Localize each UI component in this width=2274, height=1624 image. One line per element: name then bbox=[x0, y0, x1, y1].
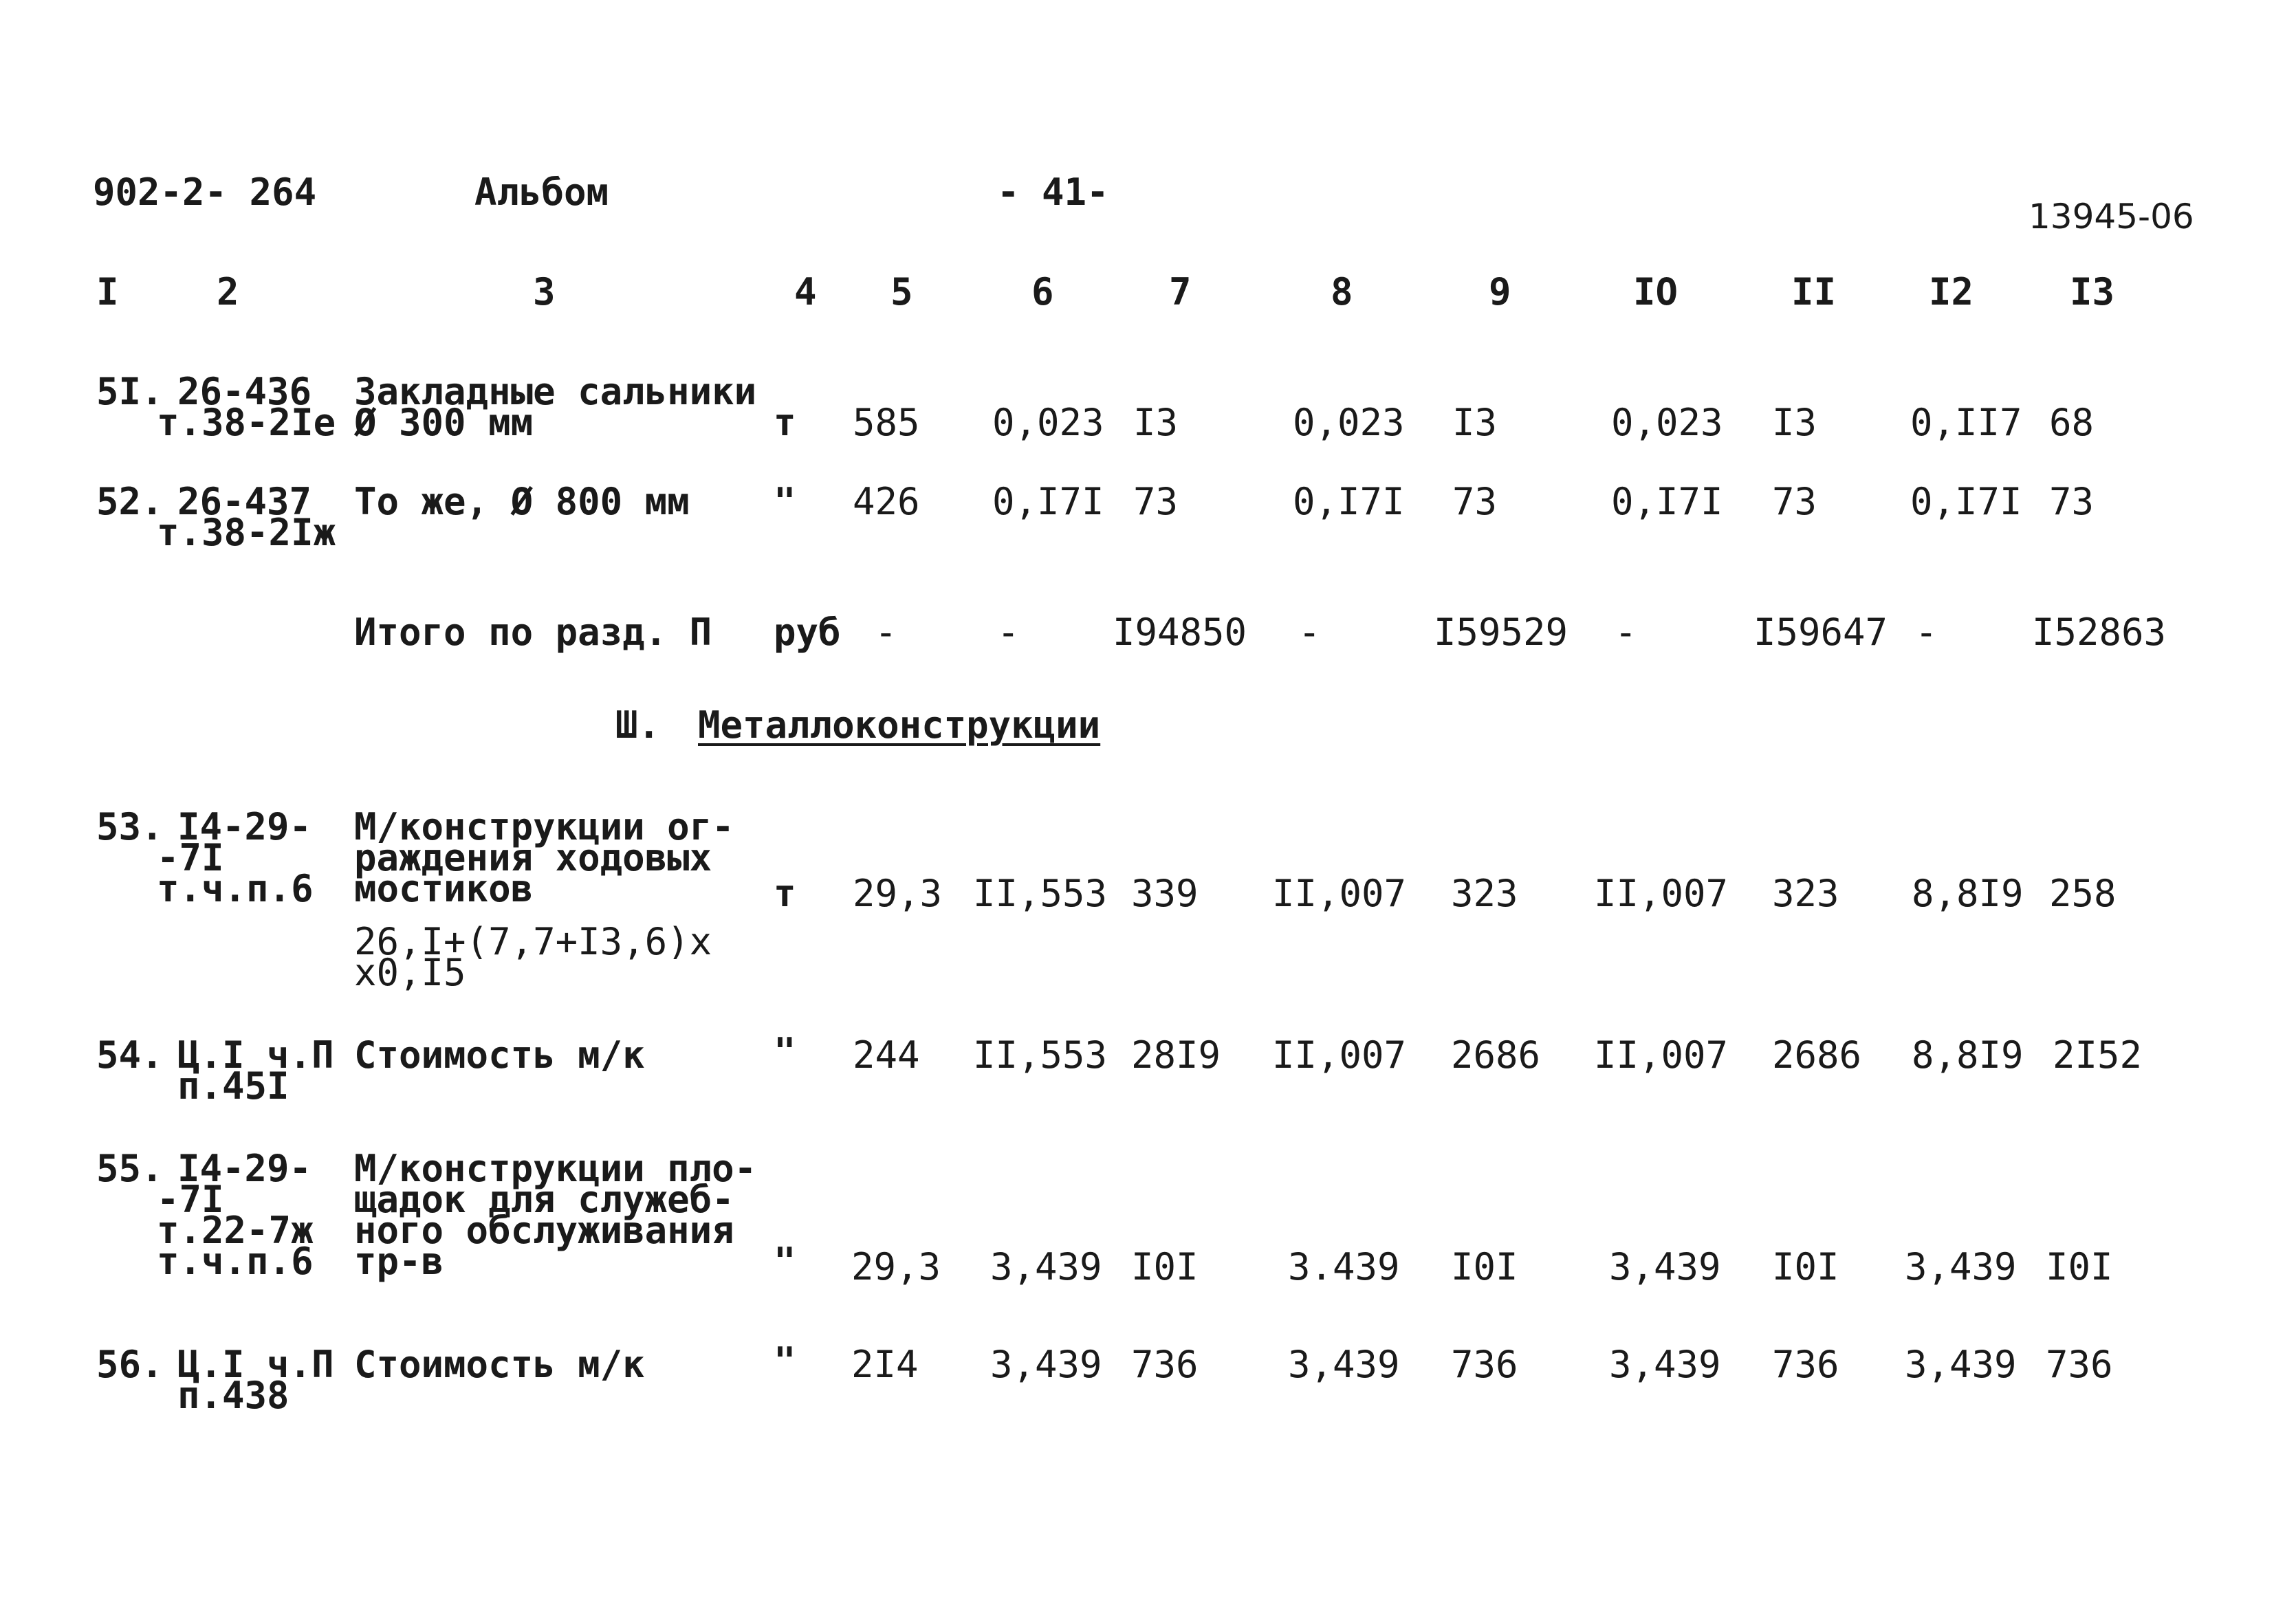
row-name-line: М/конструкции ог- bbox=[354, 805, 734, 848]
cell-col5: 244 bbox=[853, 1033, 920, 1077]
row-code-line: п.45I bbox=[177, 1064, 289, 1108]
cell-col11: 2686 bbox=[1772, 1033, 1862, 1077]
cell-col9: 2686 bbox=[1451, 1033, 1541, 1077]
total-col7: I94850 bbox=[1113, 611, 1247, 654]
document-code: 902-2- 264 bbox=[93, 171, 317, 214]
row-name-line: щадок для служеб- bbox=[354, 1178, 734, 1221]
row-name-line: Стоимость м/к bbox=[354, 1343, 645, 1386]
total-col10: - bbox=[1615, 611, 1637, 654]
row-number: 53. bbox=[96, 805, 164, 848]
cell-col12: 8,8I9 bbox=[1912, 1033, 2024, 1077]
row-unit: т bbox=[774, 872, 796, 915]
cell-col8: II,007 bbox=[1272, 1033, 1407, 1077]
cell-col6: 0,I7I bbox=[992, 480, 1104, 523]
cell-col10: 3,439 bbox=[1609, 1245, 1721, 1288]
cell-col7: 28I9 bbox=[1131, 1033, 1221, 1077]
cell-col5: 29,3 bbox=[851, 1245, 941, 1288]
cell-col8: II,007 bbox=[1272, 872, 1407, 915]
cell-col8: 0,023 bbox=[1293, 401, 1405, 444]
row-code-line: т.ч.п.6 bbox=[157, 1240, 314, 1283]
cell-col13: 68 bbox=[2049, 401, 2095, 444]
cell-col11: I0I bbox=[1772, 1245, 1839, 1288]
cell-col7: 339 bbox=[1131, 872, 1199, 915]
row-name-line: раждения ходовых bbox=[354, 836, 712, 879]
total-col12: - bbox=[1915, 611, 1938, 654]
col-number-4: 4 bbox=[794, 270, 817, 314]
cell-col13: 73 bbox=[2049, 480, 2095, 523]
row-name-line: мостиков bbox=[354, 867, 534, 910]
col-number-1: I bbox=[96, 270, 119, 314]
cell-col10: II,007 bbox=[1594, 872, 1729, 915]
row-formula-line: х0,I5 bbox=[354, 951, 466, 994]
album-label: Альбом bbox=[474, 171, 609, 214]
col-number-6: 6 bbox=[1031, 270, 1054, 314]
row-code-line: т.38-2Iж bbox=[157, 511, 336, 554]
cell-col11: 73 bbox=[1772, 480, 1817, 523]
cell-col12: 3,439 bbox=[1905, 1245, 2017, 1288]
cell-col10: 3,439 bbox=[1609, 1343, 1721, 1386]
row-name-line: тр-в bbox=[354, 1240, 444, 1283]
cell-col12: 3,439 bbox=[1905, 1343, 2017, 1386]
row-unit: " bbox=[774, 1030, 796, 1073]
row-number: 56. bbox=[96, 1343, 164, 1386]
cell-col5: 2I4 bbox=[851, 1343, 919, 1386]
row-code-line: 26-436 bbox=[177, 370, 312, 413]
row-code-line: т.ч.п.6 bbox=[157, 867, 314, 910]
row-code-line: Ц.I ч.П bbox=[177, 1033, 334, 1077]
row-unit: " bbox=[774, 1339, 796, 1383]
cell-col6: II,553 bbox=[973, 872, 1108, 915]
cell-col10: II,007 bbox=[1594, 1033, 1729, 1077]
col-number-11: II bbox=[1791, 270, 1837, 314]
cell-col12: 0,I7I bbox=[1910, 480, 2022, 523]
row-code-line: I4-29- bbox=[177, 805, 312, 848]
cell-col6: II,553 bbox=[973, 1033, 1108, 1077]
total-col13: I52863 bbox=[2032, 611, 2167, 654]
row-code-line: I4-29- bbox=[177, 1147, 312, 1190]
row-code-line: -7I bbox=[157, 1178, 224, 1221]
cell-col11: 736 bbox=[1772, 1343, 1839, 1386]
cell-col7: 73 bbox=[1133, 480, 1179, 523]
inventory-stamp: 13945-06 bbox=[2029, 197, 2194, 237]
cell-col6: 3,439 bbox=[990, 1245, 1102, 1288]
col-number-5: 5 bbox=[890, 270, 913, 314]
cell-col10: 0,023 bbox=[1611, 401, 1723, 444]
total-col11: I59647 bbox=[1753, 611, 1888, 654]
row-number: 5I. bbox=[96, 370, 164, 413]
row-number: 55. bbox=[96, 1147, 164, 1190]
cell-col7: 736 bbox=[1131, 1343, 1199, 1386]
total-unit: руб bbox=[774, 611, 841, 654]
row-formula-line: 26,I+(7,7+I3,6)х bbox=[354, 920, 712, 963]
cell-col8: 0,I7I bbox=[1293, 480, 1405, 523]
row-code-line: -7I bbox=[157, 836, 224, 879]
total-col6: - bbox=[997, 611, 1020, 654]
cell-col11: I3 bbox=[1772, 401, 1817, 444]
cell-col6: 0,023 bbox=[992, 401, 1104, 444]
cell-col9: 736 bbox=[1451, 1343, 1518, 1386]
row-number: 52. bbox=[96, 480, 164, 523]
row-code-line: Ц.I ч.П bbox=[177, 1343, 334, 1386]
cell-col7: I3 bbox=[1133, 401, 1179, 444]
page-number: - 41- bbox=[997, 171, 1109, 214]
row-name-line: Закладные сальники bbox=[354, 370, 757, 413]
cell-col13: 258 bbox=[2049, 872, 2117, 915]
cell-col13: 2I52 bbox=[2053, 1033, 2143, 1077]
row-name-line: ного обслуживания bbox=[354, 1209, 734, 1252]
cell-col7: I0I bbox=[1131, 1245, 1199, 1288]
row-number: 54. bbox=[96, 1033, 164, 1077]
cell-col6: 3,439 bbox=[990, 1343, 1102, 1386]
cell-col8: 3,439 bbox=[1288, 1343, 1400, 1386]
cell-col12: 8,8I9 bbox=[1912, 872, 2024, 915]
row-name-line: То же, Ø 800 мм bbox=[354, 480, 690, 523]
row-code-line: п.438 bbox=[177, 1374, 289, 1417]
cell-col9: I0I bbox=[1451, 1245, 1518, 1288]
cell-col5: 426 bbox=[853, 480, 920, 523]
cell-col9: 73 bbox=[1452, 480, 1498, 523]
total-label: Итого по разд. П bbox=[354, 611, 712, 654]
total-col5: - bbox=[875, 611, 897, 654]
row-name-line: Стоимость м/к bbox=[354, 1033, 645, 1077]
cell-col11: 323 bbox=[1772, 872, 1839, 915]
cell-col5: 29,3 bbox=[853, 872, 943, 915]
cell-col12: 0,II7 bbox=[1910, 401, 2022, 444]
cell-col8: 3.439 bbox=[1288, 1245, 1400, 1288]
cell-col13: I0I bbox=[2046, 1245, 2113, 1288]
row-unit: " bbox=[774, 480, 796, 523]
total-col9: I59529 bbox=[1434, 611, 1568, 654]
row-code-line: т.38-2Iе bbox=[157, 401, 336, 444]
col-number-2: 2 bbox=[217, 270, 239, 314]
row-unit: " bbox=[774, 1240, 796, 1283]
row-name-line: Ø 300 мм bbox=[354, 401, 534, 444]
cell-col9: I3 bbox=[1452, 401, 1498, 444]
col-number-7: 7 bbox=[1169, 270, 1192, 314]
row-unit: т bbox=[774, 401, 796, 444]
col-number-13: I3 bbox=[2070, 270, 2115, 314]
col-number-3: 3 bbox=[533, 270, 556, 314]
total-col8: - bbox=[1298, 611, 1321, 654]
row-name-line: М/конструкции пло- bbox=[354, 1147, 757, 1190]
section-number: Ш. bbox=[615, 703, 661, 747]
cell-col5: 585 bbox=[853, 401, 920, 444]
col-number-9: 9 bbox=[1489, 270, 1511, 314]
section-title: Металлоконструкции bbox=[698, 703, 1101, 747]
cell-col10: 0,I7I bbox=[1611, 480, 1723, 523]
cell-col9: 323 bbox=[1451, 872, 1518, 915]
row-code-line: 26-437 bbox=[177, 480, 312, 523]
col-number-10: IO bbox=[1633, 270, 1679, 314]
col-number-8: 8 bbox=[1331, 270, 1353, 314]
cell-col13: 736 bbox=[2046, 1343, 2113, 1386]
row-code-line: т.22-7ж bbox=[157, 1209, 314, 1252]
col-number-12: I2 bbox=[1929, 270, 1974, 314]
